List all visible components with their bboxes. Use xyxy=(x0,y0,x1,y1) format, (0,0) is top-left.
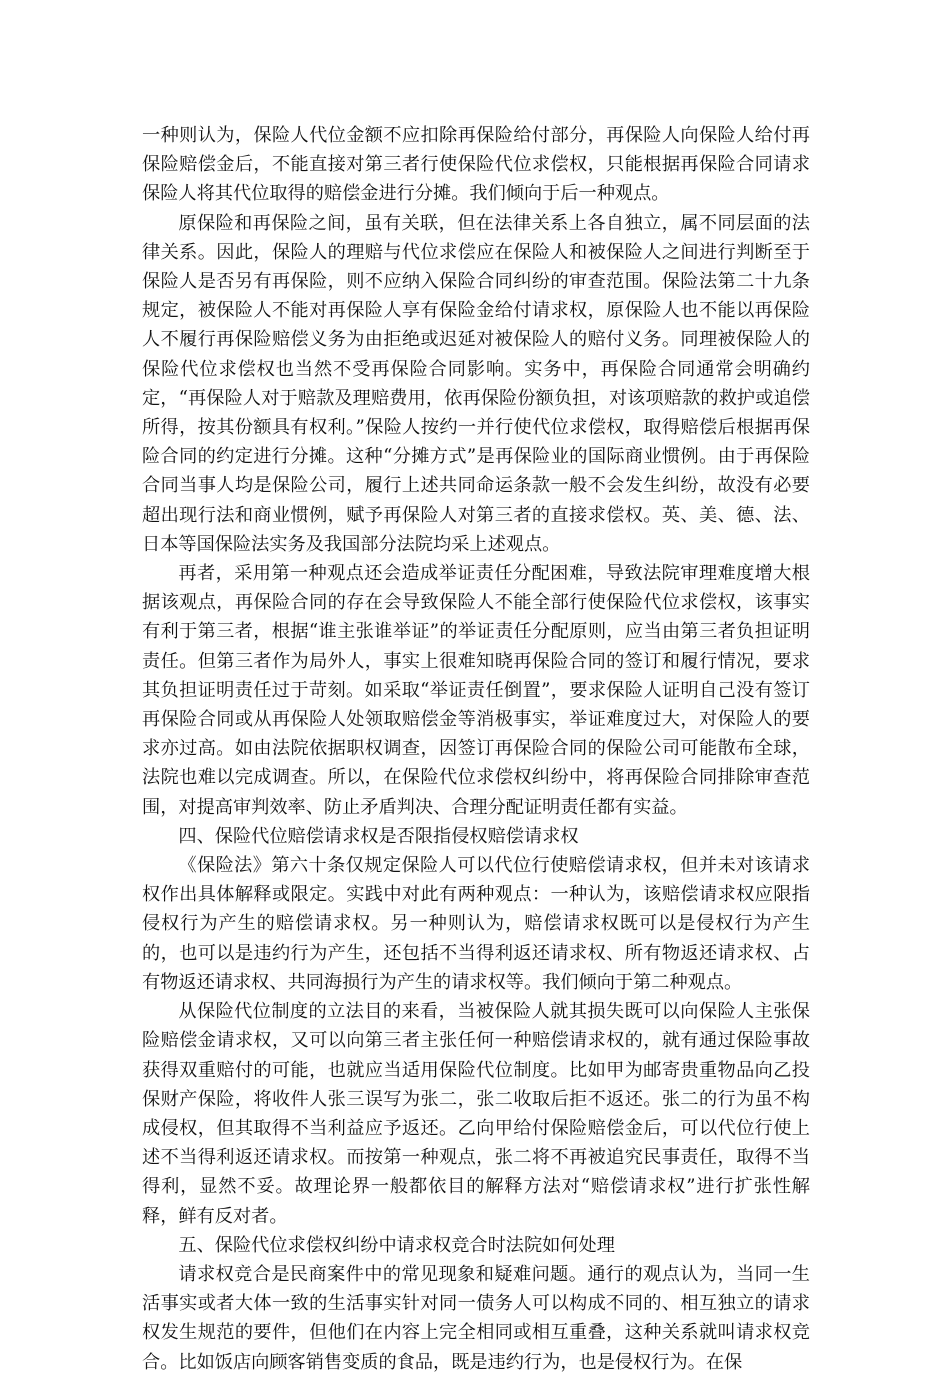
paragraph-legislative-purpose: 从保险代位制度的立法目的来看，当被保险人就其损失既可以向保险人主张保险赔偿金请求权，又可以向第三者主张任何一种赔偿请求权的，就有通过保险事故获得双重赔付的可能，也就应当适用保险代位制度。比如甲为邮寄贵重物品向乙投保财产保险，将收件人张三误写为张二，张二收取后拒不返还。张二的行为虽不构成侵权，但其取得不当利益应予返还。乙向甲给付保险赔偿金后，可以代位行使上述不当得利返还请求权。而按第一种观点，张二将不再被追究民事责任，取得不当得利，显然不妥。故理论界一般都依目的解释方法对“赔偿请求权”进行扩张性解释，鲜有反对者。 xyxy=(142,1001,810,1227)
paragraph-burden-of-proof: 再者，采用第一种观点还会造成举证责任分配困难，导致法院审理难度增大根据该观点，再保险合同的存在会导致保险人不能全部行使保险代位求偿权，该事实有利于第三者，根据“谁主张谁举证”的举证责任分配原则，应当由第三者负担证明责任。但第三者作为局外人，事实上很难知晓再保险合同的签订和履行情况，要求其负担证明责任过于苛刻。如采取“举证责任倒置”，要求保险人证明自己没有签订再保险合同或从再保险人处领取赔偿金等消极事实，举证难度过大，对保险人的要求亦过高。如由法院依据职权调查，因签订再保险合同的保险公司可能散布全球，法院也难以完成调查。所以，在保险代位求偿权纠纷中，将再保险合同排除审查范围，对提高审判效率、防止矛盾判决、合理分配证明责任都有实益。 xyxy=(142,563,810,818)
paragraph-claim-concurrence: 请求权竞合是民商案件中的常见现象和疑难问题。通行的观点认为，当同一生活事实或者大体一致的生活事实针对同一债务人可以构成不同的、相互独立的请求权发生规范的要件，但他们在内容上完全相同或相互重叠，这种关系就叫请求权竞合。比如饭店向顾客销售变质的食品，既是违约行为，也是侵权行为。在保 xyxy=(142,1263,810,1373)
section-heading-four: 四、保险代位赔偿请求权是否限指侵权赔偿请求权 xyxy=(178,825,579,847)
section-heading-five: 五、保险代位求偿权纠纷中请求权竞合时法院如何处理 xyxy=(178,1234,615,1256)
paragraph-reinsurance-independence: 原保险和再保险之间，虽有关联，但在法律关系上各自独立，属不同层面的法律关系。因此，保险人的理赔与代位求偿应在保险人和被保险人之间进行判断至于保险人是否另有再保险，则不应纳入保险合同纠纷的审查范围。保险法第二十九条规定，被保险人不能对再保险人享有保险金给付请求权，原保险人也不能以再保险人不履行再保险赔偿义务为由拒绝或迟延对被保险人的赔付义务。同理被保险人的保险代位求偿权也当然不受再保险合同影响。实务中，再保险合同通常会明确约定，“再保险人对于赔款及理赔费用，依再保险份额负担，对该项赔款的救护或追偿所得，按其份额具有权利。”保险人按约一并行使代位求偿权，取得赔偿后根据再保险合同的约定进行分摊。这种“分摊方式”是再保险业的国际商业惯例。由于再保险合同当事人均是保险公司，履行上述共同命运条款一般不会发生纠纷，故没有必要超出现行法和商业惯例，赋予再保险人对第三者的直接求偿权。英、美、德、法、日本等国保险法实务及我国部分法院均采上述观点。 xyxy=(142,212,810,555)
paragraph-article-sixty: 《保险法》第六十条仅规定保险人可以代位行使赔偿请求权，但并未对该请求权作出具体解释或限定。实践中对此有两种观点：一种认为，该赔偿请求权应限指侵权行为产生的赔偿请求权。另一种则认为，赔偿请求权既可以是侵权行为产生的，也可以是违约行为产生，还包括不当得利返还请求权、所有物返还请求权、占有物返还请求权、共同海损行为产生的请求权等。我们倾向于第二种观点。 xyxy=(142,855,810,993)
document-body xyxy=(142,121,810,1377)
paragraph-continuation: 一种则认为，保险人代位金额不应扣除再保险给付部分，再保险人向保险人给付再保险赔偿金后，不能直接对第三者行使保险代位求偿权，只能根据再保险合同请求保险人将其代位取得的赔偿金进行分摊。我们倾向于后一种观点。 xyxy=(142,125,810,205)
